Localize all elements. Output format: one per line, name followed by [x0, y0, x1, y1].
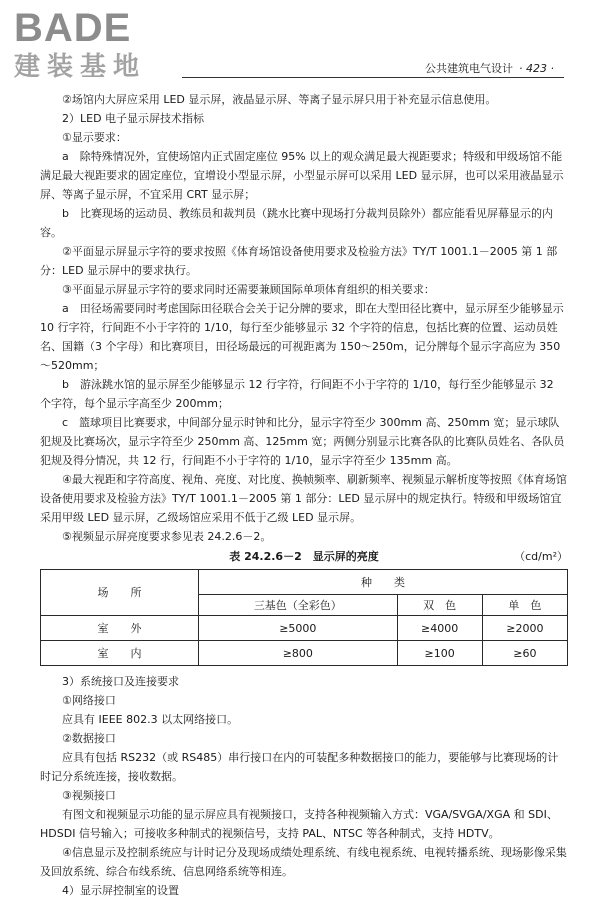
publisher-logo — [14, 8, 179, 86]
subheading: ②数据接口 — [62, 732, 116, 745]
table-caption — [40, 547, 568, 567]
header-rule — [182, 77, 564, 78]
paragraph: c 篮球项目比赛要求，中间部分显示时钟和比分，显示字符至少 300mm 高、250mm 宽；显示球队犯规及比赛场次，显示字符至少 250mm 高、125mm 宽；两侧分别显示比赛各队的比赛队员姓名、各队员犯规及得分情况，共 12 行，行间距不小于字符的 1/10，显示字符至少 135mm 高。 — [40, 416, 565, 467]
paragraph: ②平面显示屏显示字符的要求按照《体育场馆设备使用要求及检验方法》TY/T 1001.1－2005 第 1 部分：LED 显示屏中的要求执行。 — [40, 245, 558, 277]
table-row — [41, 616, 568, 641]
paragraph: ③平面显示屏显示字符的要求同时还需要兼顾国际单项体育组织的相关要求： — [62, 283, 435, 296]
section-heading: 2）LED 电子显示屏技术指标 — [62, 112, 205, 125]
section-heading: 3）系统接口及连接要求 — [62, 675, 179, 688]
page-number: · 423 · — [519, 62, 554, 75]
section-heading: 4）显示屏控制室的设置 — [62, 884, 179, 897]
brightness-table — [40, 569, 568, 666]
table-cell: ≥100 — [397, 641, 482, 666]
subheading: ①显示要求： — [62, 131, 127, 144]
paragraph: b 比赛现场的运动员、教练员和裁判员（跳水比赛中现场打分裁判员除外）都应能看见屏幕显示的内容。 — [40, 207, 553, 239]
paragraph: b 游泳跳水馆的显示屏至少能够显示 12 行字符，行间距不小于字符的 1/10，每行至少能够显示 32 个字符，每个显示字高至少 200mm； — [40, 378, 554, 410]
logo-wordmark: BADE — [14, 6, 132, 50]
book-title: 公共建筑电气设计 — [425, 62, 514, 75]
paragraph: 应具有包括 RS232（或 RS485）串行接口在内的可装配多种数据接口的能力，要能够与比赛现场的计时记分系统连接，接收数据。 — [40, 751, 559, 783]
paragraph: a 田径场需要同时考虑国际田径联合会关于记分牌的要求，即在大型田径比赛中，显示屏至少能够显示 10 行字符，行间距不小于字符的 1/10，每行至少能够显示 32 个字符的信息，包括比赛的位置、运动员姓名、国籍（3 个字母）和比赛项目，田径场最远的可视距离为 150～250m，记分牌每个显示字高应为 350～520mm； — [40, 302, 564, 372]
table-cell: ≥4000 — [397, 616, 482, 641]
table-cell: ≥60 — [482, 641, 567, 666]
table-column-header: 单 色 — [482, 595, 567, 616]
table-cell-place: 室 外 — [41, 616, 199, 641]
subheading: ①网络接口 — [62, 694, 116, 707]
table-row — [41, 641, 568, 666]
table-header-kind: 种 类 — [199, 570, 568, 595]
paragraph: ④信息显示及控制系统应与计时记分及现场成绩处理系统、有线电视系统、电视转播系统、现场影像采集及回放系统、综合布线系统、信息网络系统等相连。 — [40, 846, 567, 878]
page-body — [40, 90, 568, 900]
table-header-place: 场 所 — [41, 570, 199, 616]
table-cell: ≥5000 — [199, 616, 397, 641]
logo-subtitle: 建装基地 — [14, 52, 147, 82]
subheading: ③视频接口 — [62, 789, 116, 802]
paragraph: a 除特殊情况外，宜使场馆内正式固定座位 95% 以上的观众满足最大视距要求；特级和甲级场馆不能满足最大视距要求的固定座位，宜增设小型显示屏，小型显示屏可以采用 LED 显示屏，也可以采用液晶显示屏、等离子显示屏，不宜采用 CRT 显示屏； — [40, 150, 564, 201]
table-cell: ≥800 — [199, 641, 397, 666]
table-cell: ≥2000 — [482, 616, 567, 641]
paragraph: 有图文和视频显示功能的显示屏应具有视频接口，支持各种视频输入方式：VGA/SVGA/XGA 和 SDI、HDSDI 信号输入；可接收多种制式的视频信号，支持 PAL、NTSC 等各种制式，支持 HDTV。 — [40, 808, 558, 840]
table-title: 表 24.2.6－2 显示屏的亮度 — [229, 550, 379, 563]
table-column-header: 双 色 — [397, 595, 482, 616]
paragraph: ⑤视频显示屏亮度要求参见表 24.2.6－2。 — [62, 530, 272, 543]
paragraph: 应具有 IEEE 802.3 以太网络接口。 — [62, 713, 239, 726]
running-head — [425, 60, 554, 76]
table-cell-place: 室 内 — [41, 641, 199, 666]
table-unit: （cd/m²） — [514, 550, 568, 563]
paragraph: ④最大视距和字符高度、视角、亮度、对比度、换帧频率、刷新频率、视频显示解析度等按照《体育场馆设备使用要求及检验方法》TY/T 1001.1－2005 第 1 部分：LED 显示屏中的规定执行。特级和甲级场馆宜采用甲级 LED 显示屏，乙级场馆应采用不低于乙级 LED 显示屏。 — [40, 473, 567, 524]
table-column-header: 三基色（全彩色） — [199, 595, 397, 616]
paragraph: ②场馆内大屏应采用 LED 显示屏，液晶显示屏、等离子显示屏只用于补充显示信息使用。 — [62, 93, 497, 106]
